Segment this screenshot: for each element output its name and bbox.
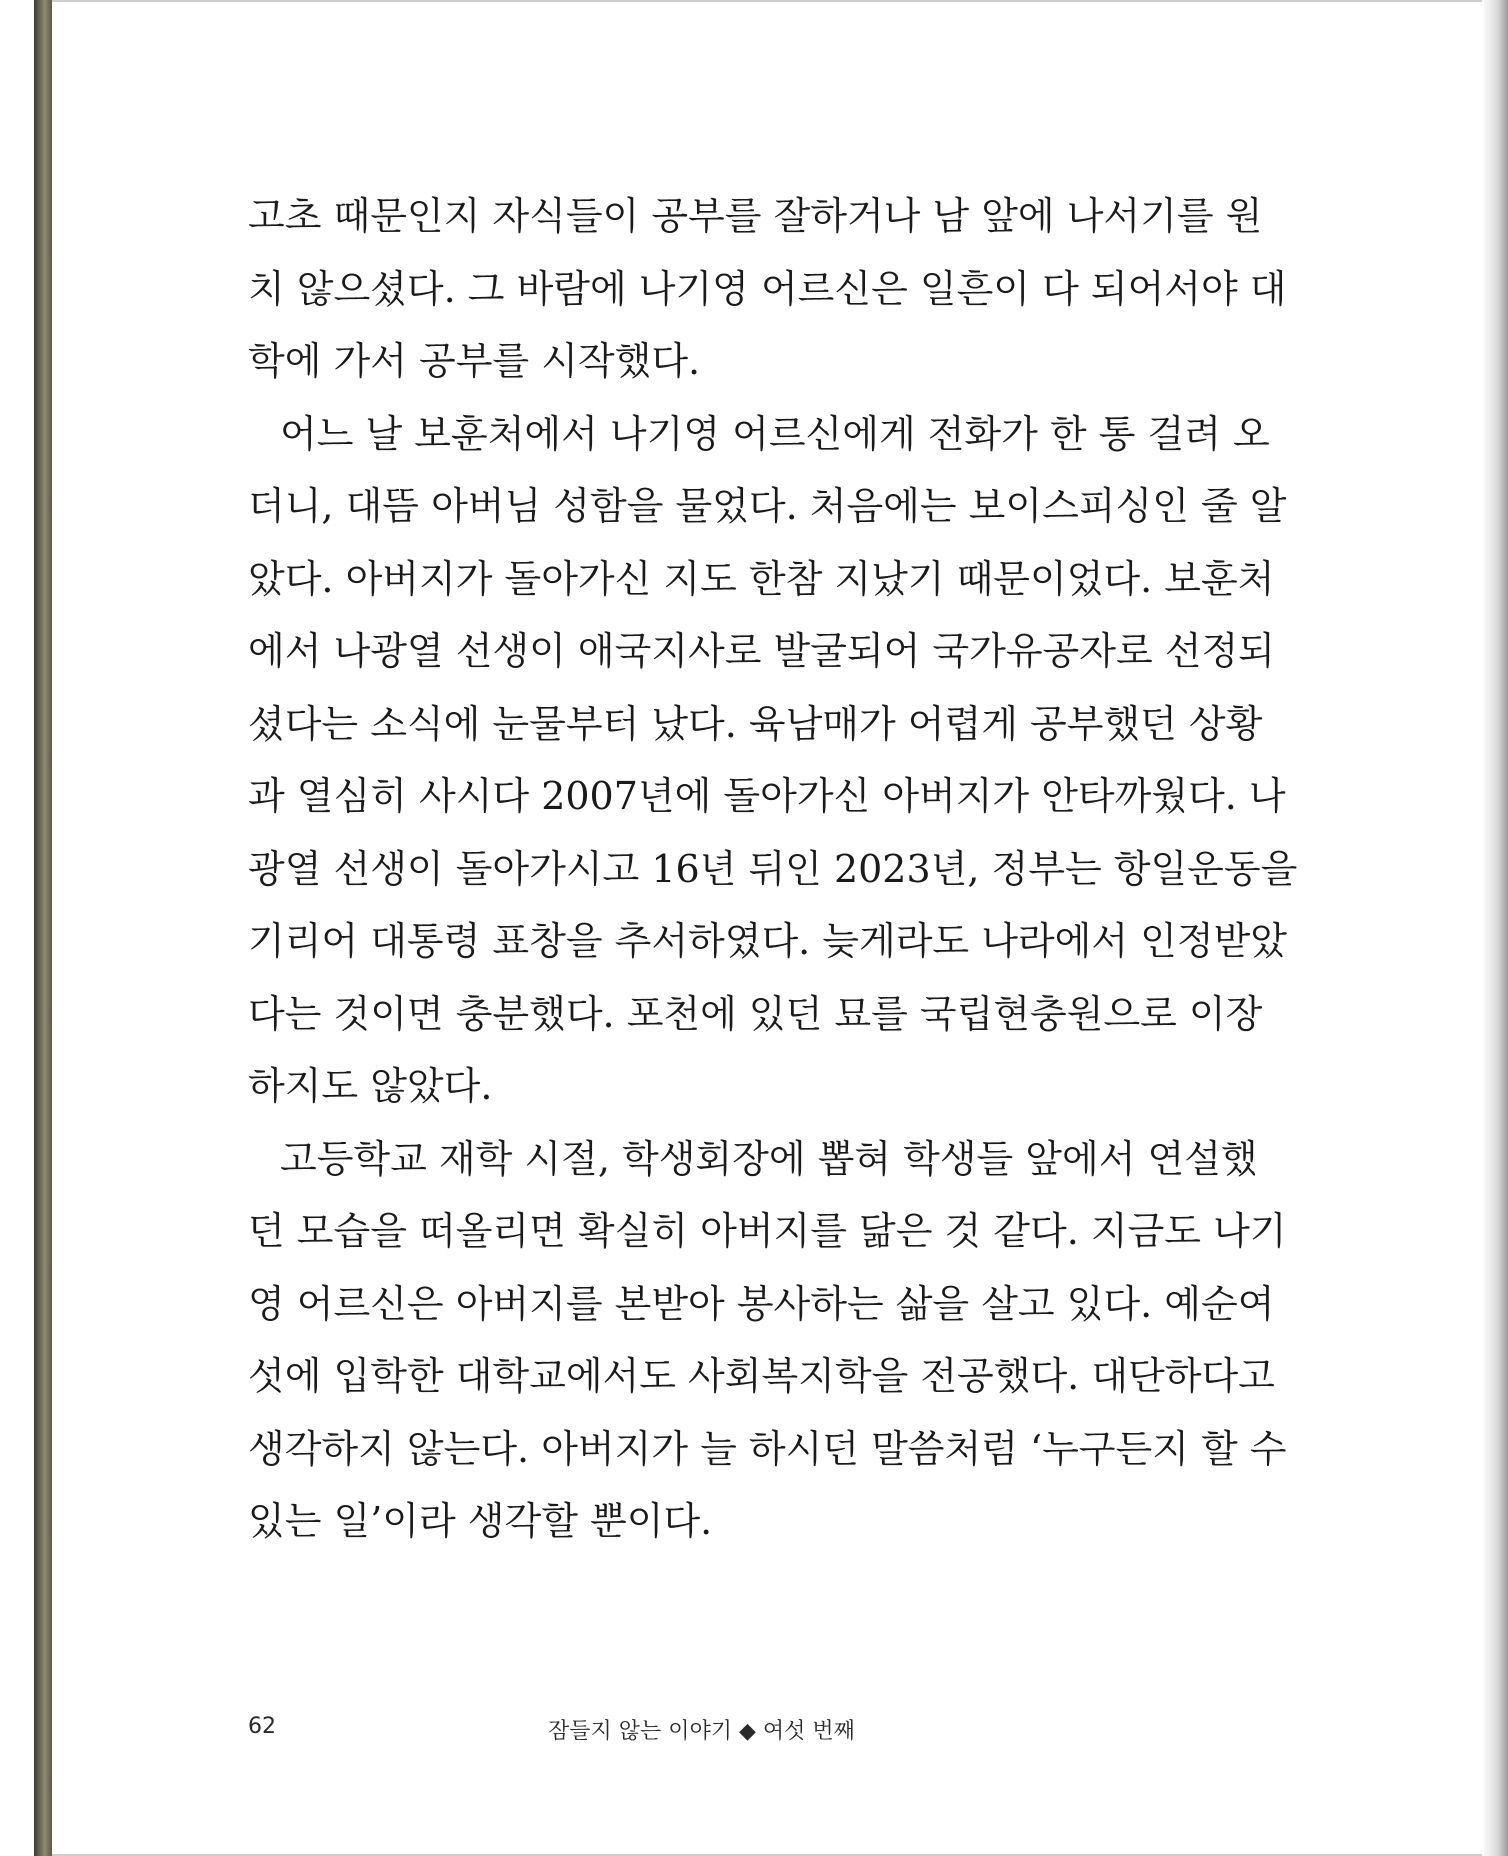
text-line: 있는 일’이라 생각할 뿐이다. <box>248 1499 713 1543</box>
running-title: 잠들지 않는 이야기 ◆ 여섯 번째 <box>548 1719 855 1744</box>
body-text <box>248 180 1298 1558</box>
paragraph-1 <box>248 180 1287 398</box>
page-edge-shadow <box>1482 0 1508 1856</box>
paragraph-3 <box>248 1123 1287 1558</box>
text-line: 에서 나광열 선생이 애국지사로 발굴되어 국가유공자로 선정되 <box>248 629 1275 673</box>
text-line: 과 열심히 사시다 2007년에 돌아가신 아버지가 안타까웠다. 나 <box>248 774 1286 818</box>
page-footer <box>248 1710 1178 1750</box>
text-line: 던 모습을 떠올리면 확실히 아버지를 닮은 것 같다. 지금도 나기 <box>248 1209 1287 1253</box>
text-line: 더니, 대뜸 아버님 성함을 물었다. 처음에는 보이스피싱인 줄 알 <box>248 484 1287 528</box>
paragraph-2 <box>248 398 1298 1123</box>
text-line: 섯에 입학한 대학교에서도 사회복지학을 전공했다. 대단하다고 <box>248 1354 1275 1398</box>
text-line: 영 어르신은 아버지를 본받아 봉사하는 삶을 살고 있다. 예순여 <box>248 1281 1275 1326</box>
text-line: 하지도 않았다. <box>248 1064 493 1108</box>
text-line: 생각하지 않는다. 아버지가 늘 하시던 말씀처럼 ‘누구든지 할 수 <box>248 1426 1287 1471</box>
text-line: 광열 선생이 돌아가시고 16년 뒤인 2023년, 정부는 항일운동을 <box>248 846 1298 891</box>
text-line: 다는 것이면 충분했다. 포천에 있던 묘를 국립현충원으로 이장 <box>248 991 1263 1036</box>
text-line: 셨다는 소식에 눈물부터 났다. 육남매가 어렵게 공부했던 상황 <box>248 701 1263 746</box>
text-line: 았다. 아버지가 돌아가신 지도 한참 지났기 때문이었다. 보훈처 <box>248 556 1275 601</box>
book-spine-edge <box>34 0 52 1856</box>
text-line: 학에 가서 공부를 시작했다. <box>248 339 701 383</box>
page-number: 62 <box>248 1714 276 1739</box>
text-line: 기리어 대통령 표창을 추서하였다. 늦게라도 나라에서 인정받았 <box>248 919 1287 963</box>
book-page <box>52 0 1482 1856</box>
text-line: 고등학교 재학 시절, 학생회장에 뽑혀 학생들 앞에서 연설했 <box>280 1136 1258 1181</box>
text-line: 고초 때문인지 자식들이 공부를 잘하거나 남 앞에 나서기를 원 <box>248 194 1263 238</box>
text-line: 어느 날 보훈처에서 나기영 어르신에게 전화가 한 통 걸려 오 <box>280 411 1270 456</box>
text-line: 치 않으셨다. 그 바람에 나기영 어르신은 일흔이 다 되어서야 대 <box>248 266 1287 311</box>
